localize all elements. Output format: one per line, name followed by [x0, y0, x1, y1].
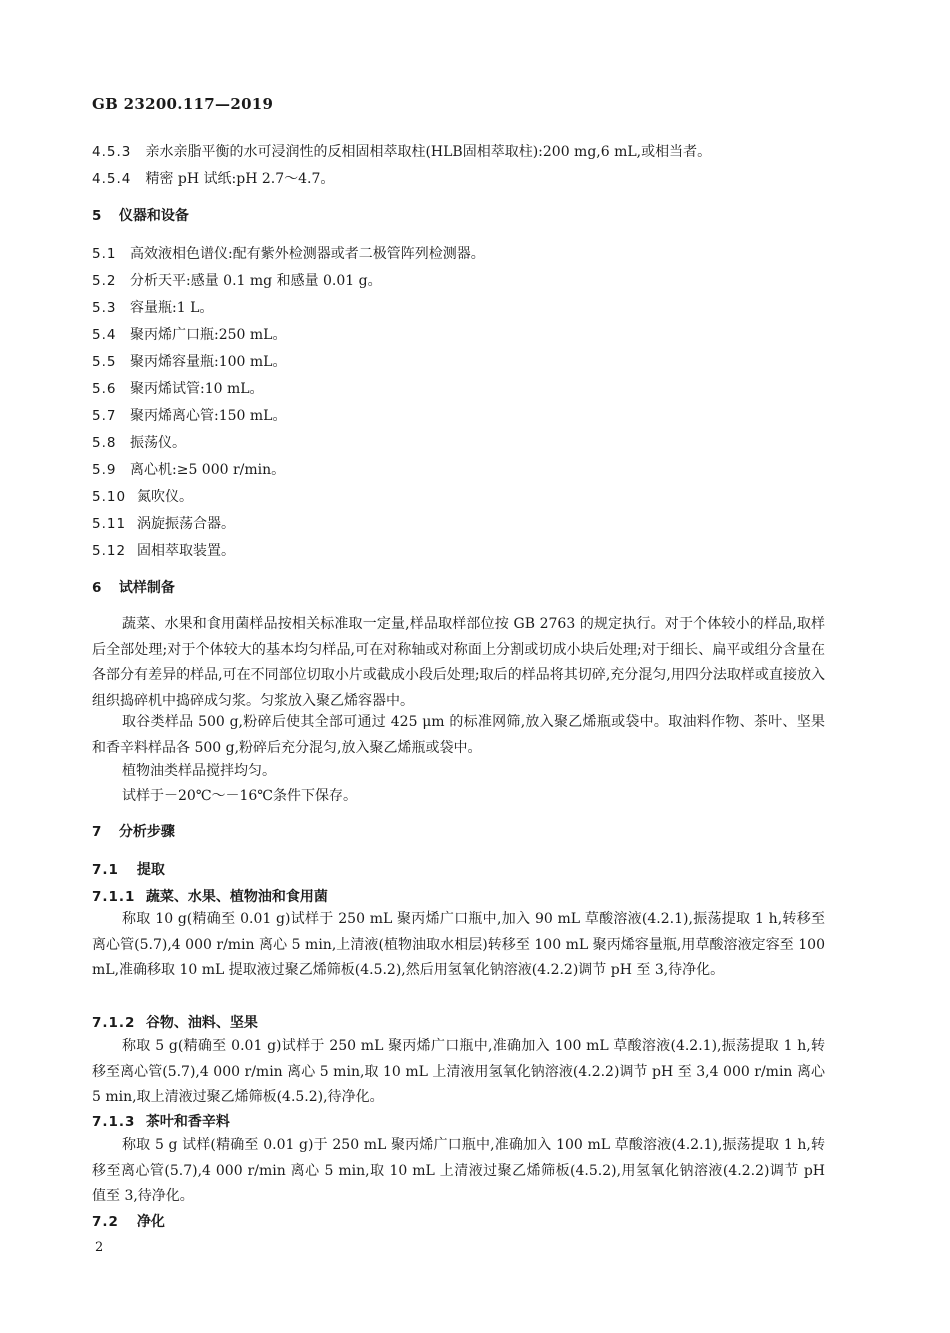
section-number: 7	[92, 824, 103, 840]
clause-5-3	[92, 298, 213, 318]
clause-number: 5.7	[92, 408, 117, 424]
section-6-paragraph-3: 植物油类样品搅拌均匀。	[122, 763, 276, 779]
section-6-paragraph-1: 蔬菜、水果和食用菌样品按相关标准取一定量,样品取样部位按 GB 2763 的规定执行。对于个体较小的样品,取样后全部处理;对于个体较大的基本均匀样品,可在对称轴或对称面上分割或切成小块后处理;对于细长、扁平或组分含量在各部分有差异的样品,可在不同部位切取小片或截成小段后处理;取后的样品将其切碎,充分混匀,用四分法取样或直接放入组织捣碎机中捣碎成匀浆。匀浆放入聚乙烯容器中。	[92, 616, 825, 709]
section-7-1-1-text: 称取 10 g(精确至 0.01 g)试样于 250 mL 聚丙烯广口瓶中,加入 90 mL 草酸溶液(4.2.1),振荡提取 1 h,转移至离心管(5.7),4 000 r/min 离心 5 min,上清液(植物油取水相层)转移至 100 mL 聚丙烯容量瓶,用草酸溶液定容至 100 mL,准确移取 10 mL 提取液过聚乙烯筛板(4.5.2),然后用氢氧化钠溶液(4.2.2)调节 pH 至 3,待净化。	[92, 911, 825, 979]
section-7-1-3-text: 称取 5 g 试样(精确至 0.01 g)于 250 mL 聚丙烯广口瓶中,准确加入 100 mL 草酸溶液(4.2.1),振荡提取 1 h,转移至离心管(5.7),4 000 r/min 离心 5 min,取 10 mL 上清液过聚乙烯筛板(4.5.2),用氢氧化钠溶液(4.2.2)调节 pH 值至 3,待净化。	[92, 1137, 825, 1205]
clause-number: 5.1	[92, 246, 117, 262]
section-6-heading	[92, 578, 175, 598]
section-7-1-heading	[92, 860, 165, 880]
section-7-1-3-heading	[92, 1112, 230, 1132]
section-title: 谷物、油料、坚果	[145, 1015, 258, 1031]
clause-text: 振荡仪。	[130, 435, 186, 451]
clause-text: 聚丙烯离心管:150 mL。	[130, 408, 287, 424]
clause-text: 容量瓶:1 L。	[130, 300, 214, 316]
standard-header	[92, 95, 273, 113]
clause-text: 聚丙烯试管:10 mL。	[130, 381, 264, 397]
clause-5-2	[92, 271, 382, 291]
clause-number: 5.2	[92, 273, 117, 289]
section-7-1-1-heading	[92, 887, 328, 907]
clause-5-11	[92, 514, 235, 534]
clause-text: 分析天平:感量 0.1 mg 和感量 0.01 g。	[130, 273, 382, 289]
clause-5-4	[92, 325, 286, 345]
clause-text: 聚丙烯广口瓶:250 mL。	[130, 327, 287, 343]
section-number: 5	[92, 208, 103, 224]
clause-5-12	[92, 541, 235, 561]
section-7-1-2-heading	[92, 1013, 258, 1033]
section-title: 茶叶和香辛料	[145, 1114, 230, 1130]
clause-number: 5.6	[92, 381, 117, 397]
clause-number: 5.11	[92, 516, 127, 532]
clause-4-5-4	[92, 169, 334, 189]
clause-number: 5.9	[92, 462, 117, 478]
section-title: 提取	[136, 862, 165, 878]
section-number: 6	[92, 580, 103, 596]
section-6-paragraph-4: 试样于－20℃～－16℃条件下保存。	[122, 788, 357, 804]
clause-number: 4.5.3	[92, 144, 132, 160]
section-6-paragraph-2: 取谷类样品 500 g,粉碎后使其全部可通过 425 μm 的标准网筛,放入聚乙烯瓶或袋中。取油料作物、茶叶、坚果和香辛料样品各 500 g,粉碎后充分混匀,放入聚乙烯瓶或袋中。	[92, 714, 825, 756]
clause-text: 氮吹仪。	[137, 489, 193, 505]
clause-5-8	[92, 433, 186, 453]
clause-number: 5.12	[92, 543, 127, 559]
section-number: 7.1.3	[92, 1114, 136, 1130]
page-number: 2	[95, 1240, 104, 1255]
standard-number: GB 23200.117—2019	[92, 95, 274, 113]
clause-5-1	[92, 244, 485, 264]
clause-5-9	[92, 460, 285, 480]
section-7-1-2-text: 称取 5 g(精确至 0.01 g)试样于 250 mL 聚丙烯广口瓶中,准确加入 100 mL 草酸溶液(4.2.1),振荡提取 1 h,转移至离心管(5.7),4 000 r/min 离心 5 min,取 10 mL 上清液用氢氧化钠溶液(4.2.2)调节 pH 至 3,4 000 r/min 离心 5 min,取上清液过聚乙烯筛板(4.5.2),待净化。	[92, 1038, 825, 1106]
clause-number: 5.10	[92, 489, 127, 505]
clause-5-10	[92, 487, 193, 507]
section-number: 7.2	[92, 1214, 119, 1230]
clause-text: 固相萃取装置。	[137, 543, 235, 559]
clause-5-7	[92, 406, 286, 426]
clause-number: 5.4	[92, 327, 117, 343]
section-title: 仪器和设备	[118, 208, 189, 224]
section-title: 净化	[136, 1214, 165, 1230]
section-number: 7.1.1	[92, 889, 136, 905]
section-5-heading	[92, 206, 189, 226]
clause-number: 4.5.4	[92, 171, 132, 187]
clause-5-6	[92, 379, 264, 399]
clause-5-5	[92, 352, 286, 372]
clause-4-5-3	[92, 142, 711, 162]
section-number: 7.1	[92, 862, 119, 878]
section-title: 蔬菜、水果、植物油和食用菌	[145, 889, 328, 905]
clause-number: 5.8	[92, 435, 117, 451]
clause-number: 5.3	[92, 300, 117, 316]
clause-text: 精密 pH 试纸:pH 2.7～4.7。	[145, 171, 335, 187]
clause-text: 高效液相色谱仪:配有紫外检测器或者二极管阵列检测器。	[130, 246, 485, 262]
section-7-2-heading	[92, 1212, 165, 1232]
clause-text: 涡旋振荡合器。	[137, 516, 235, 532]
section-title: 试样制备	[118, 580, 175, 596]
clause-text: 亲水亲脂平衡的水可浸润性的反相固相萃取柱(HLB固相萃取柱):200 mg,6 mL,或相当者。	[145, 144, 712, 160]
clause-number: 5.5	[92, 354, 117, 370]
clause-text: 离心机:≥5 000 r/min。	[130, 462, 286, 478]
clause-text: 聚丙烯容量瓶:100 mL。	[130, 354, 287, 370]
section-title: 分析步骤	[118, 824, 175, 840]
section-7-heading	[92, 822, 175, 842]
section-number: 7.1.2	[92, 1015, 136, 1031]
